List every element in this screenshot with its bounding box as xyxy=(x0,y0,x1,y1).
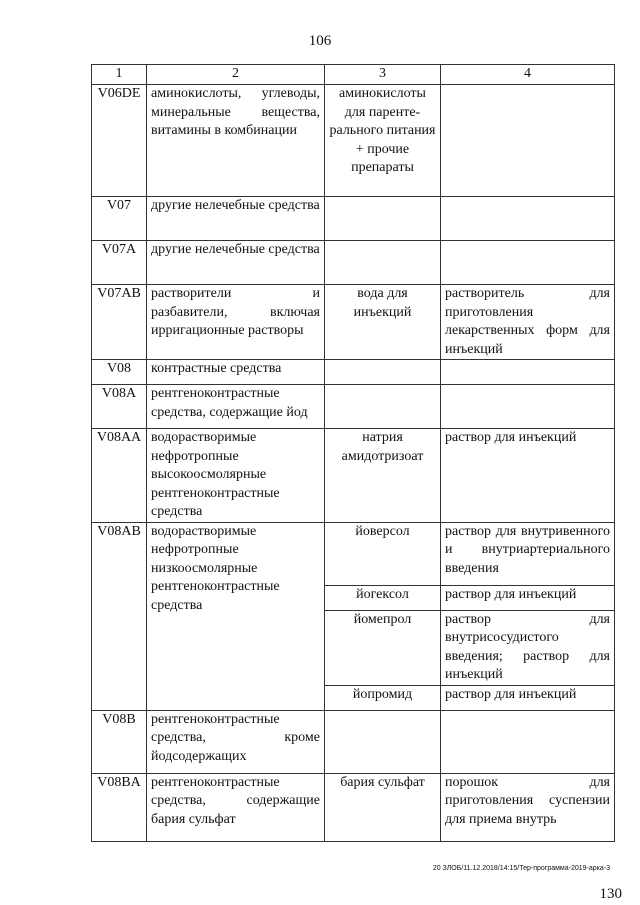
substance-cell: йогексол xyxy=(325,585,441,610)
description-cell: контрастные средства xyxy=(147,360,325,385)
dosage-form-cell xyxy=(441,241,615,285)
dosage-form-cell xyxy=(441,710,615,773)
dosage-form-cell: раствор для инъекций xyxy=(441,685,615,710)
description-cell: аминокислоты, углеводы, минеральные вещества, витамины в комбинации xyxy=(147,85,325,197)
dosage-form-cell: порошок для приготовления суспензии для приема внутрь xyxy=(441,773,615,841)
atc-code-cell: V07A xyxy=(92,241,147,285)
atc-code-cell: V08B xyxy=(92,710,147,773)
table-row xyxy=(92,773,615,841)
substance-cell: йомепрол xyxy=(325,610,441,685)
substance-cell: йоверсол xyxy=(325,522,441,585)
dosage-form-cell xyxy=(441,360,615,385)
atc-code-cell: V08AA xyxy=(92,429,147,523)
column-header: 4 xyxy=(441,65,615,85)
description-cell: водорастворимые нефротропные высокоосмолярные рентгеноконтрастные средства xyxy=(147,429,325,523)
table-header-row xyxy=(92,65,615,85)
atc-code-cell: V07AB xyxy=(92,285,147,360)
substance-cell xyxy=(325,241,441,285)
dosage-form-cell: раствор для внутрисосудистого введения; раствор для инъекций xyxy=(441,610,615,685)
dosage-form-cell: раствор для инъекций xyxy=(441,585,615,610)
footer-document-id: 20 ЗЛОБ/11.12.2018/14:15/Тер-программа-2019-арка-3 xyxy=(432,865,610,872)
atc-code-cell: V08BA xyxy=(92,773,147,841)
page-number: 106 xyxy=(308,33,332,49)
table-row xyxy=(92,285,615,360)
table-row xyxy=(92,710,615,773)
atc-code-cell: V08 xyxy=(92,360,147,385)
table-row xyxy=(92,197,615,241)
atc-code-cell: V07 xyxy=(92,197,147,241)
column-header: 1 xyxy=(92,65,147,85)
substance-cell: натрия амидотризоат xyxy=(325,429,441,523)
description-cell: растворители и разбавители, включая ирригационные растворы xyxy=(147,285,325,360)
dosage-form-cell: растворитель для приготовления лекарственных форм для инъекций xyxy=(441,285,615,360)
table-row xyxy=(92,241,615,285)
substance-cell: бария сульфат xyxy=(325,773,441,841)
substance-cell: йопромид xyxy=(325,685,441,710)
dosage-form-cell xyxy=(441,197,615,241)
substance-cell xyxy=(325,197,441,241)
description-cell: рентгеноконтрастные средства, содержащие бария сульфат xyxy=(147,773,325,841)
substance-cell: вода для инъекций xyxy=(325,285,441,360)
atc-code-cell: V08AB xyxy=(92,522,147,710)
substance-cell xyxy=(325,710,441,773)
substance-cell xyxy=(325,385,441,429)
stamp-page-number: 130 xyxy=(599,886,622,902)
description-cell: рентгеноконтрастные средства, кроме йодсодержащих xyxy=(147,710,325,773)
table-row xyxy=(92,385,615,429)
table-row xyxy=(92,429,615,523)
atc-code-cell: V08A xyxy=(92,385,147,429)
dosage-form-cell xyxy=(441,85,615,197)
column-header: 3 xyxy=(325,65,441,85)
column-header: 2 xyxy=(147,65,325,85)
description-cell: рентгеноконтрастные средства, содержащие йод xyxy=(147,385,325,429)
drug-classification-table xyxy=(91,64,615,842)
dosage-form-cell xyxy=(441,385,615,429)
description-cell: водорастворимые нефротропные низкоосмолярные рентгеноконтрастные средства xyxy=(147,522,325,710)
description-cell: другие нелечебные средства xyxy=(147,241,325,285)
table-row xyxy=(92,522,615,585)
description-cell: другие нелечебные средства xyxy=(147,197,325,241)
table-row xyxy=(92,360,615,385)
table-row xyxy=(92,85,615,197)
atc-code-cell: V06DE xyxy=(92,85,147,197)
substance-cell: аминокислоты для паренте-рального питания + прочие препараты xyxy=(325,85,441,197)
dosage-form-cell: раствор для внутривенного и внутриартериального введения xyxy=(441,522,615,585)
substance-cell xyxy=(325,360,441,385)
dosage-form-cell: раствор для инъекций xyxy=(441,429,615,523)
